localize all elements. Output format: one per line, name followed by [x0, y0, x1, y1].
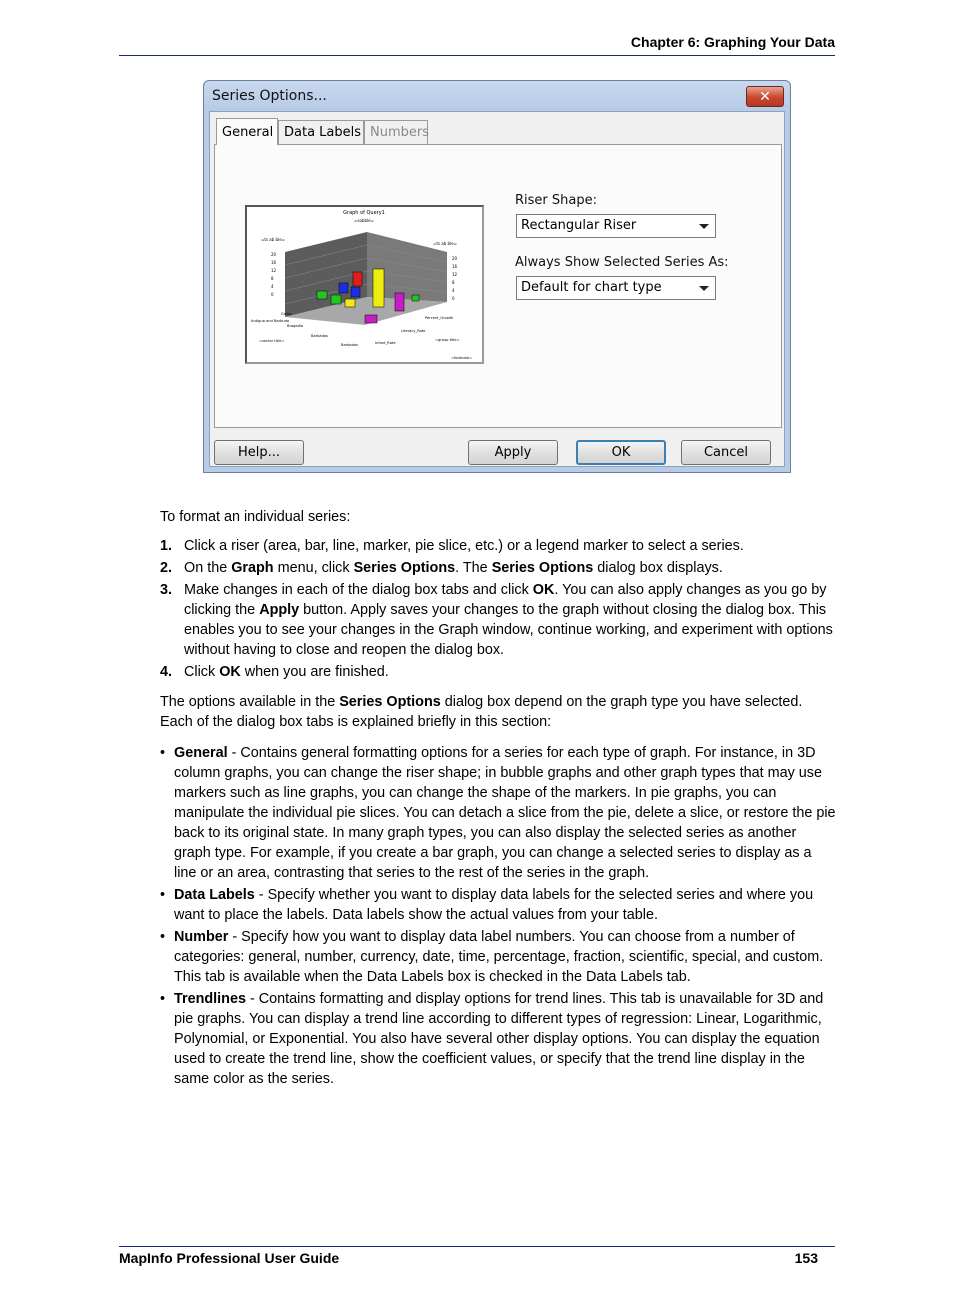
preview-left-tick: 20: [271, 252, 277, 257]
bullet-text: - Specify whether you want to display data labels for the selected series and where you want to place the labels. Data labels show the actual values from your table.: [174, 887, 814, 923]
preview-riser: [373, 269, 384, 307]
preview-riser: [351, 287, 360, 297]
preview-series-label: Percent_Growth: [425, 316, 454, 320]
step-item: [160, 580, 836, 660]
step-item: [160, 558, 836, 578]
bullet-icon: •: [160, 887, 166, 903]
preview-series-label: Literacy_Rate: [401, 329, 426, 333]
footer-guide-title: MapInfo Professional User Guide: [119, 1250, 340, 1266]
preview-category-label: Barbados: [311, 334, 328, 338]
preview-riser: [345, 299, 355, 307]
preview-category-label: Barbados: [341, 343, 358, 347]
footer-rule: [119, 1246, 835, 1247]
tab-numbers[interactable]: Numbers: [364, 120, 428, 144]
preview-riser: [353, 272, 362, 286]
bullet-icon: •: [160, 929, 166, 945]
bullet-item: [160, 989, 836, 1089]
tab-descriptions-list: [160, 743, 836, 1091]
graph-preview: [245, 205, 484, 364]
riser-shape-select[interactable]: [516, 214, 716, 238]
bullet-item: [160, 885, 836, 925]
preview-riser: [339, 283, 348, 293]
text-run: button. Apply saves your changes to the graph without closing the dialog box. This enables you to see your changes in the Graph window, continue working, and experiment with options without having to close and reopen the dialog box.: [184, 602, 833, 658]
bullet-text: - Contains general formatting options for a series for each type of graph. For instance, in 3D column graphs, you can change the riser shape; in bubble graphs and other graph types that may use markers such as line graphs, you can change the shape of the markers. In pie graphs, you can manipulate the individual pie slices. You can detach a slice from the pie, delete a slice, or restore the pie back to its original state. In many graph types, you can also display the selected series as another graph type. For example, if you create a bar graph, you can change a selected series to display as a line or an area, contrasting that series to the rest of the series in the graph.: [174, 745, 836, 881]
preview-right-tick: 12: [452, 272, 458, 277]
preview-category-label: Bragadla: [287, 324, 304, 328]
bullet-term: Data Labels: [174, 887, 255, 903]
preview-left-tick: 8: [271, 276, 274, 281]
tab-data-labels[interactable]: Data Labels: [278, 120, 364, 144]
preview-legend-top: =sobble=: [354, 218, 374, 223]
options-paragraph: [160, 692, 836, 732]
preview-right-tick: 4: [452, 288, 455, 293]
preview-sector-title: =sector title=: [259, 339, 285, 343]
general-tab-panel: [214, 144, 782, 428]
show-as-value: Default for chart type: [521, 280, 662, 295]
preview-footnote: =footnote=: [451, 356, 473, 360]
bullet-term: Trendlines: [174, 991, 246, 1007]
bold-term: Series Options: [491, 560, 594, 576]
bold-term: OK: [532, 582, 555, 598]
steps-list: [160, 536, 836, 684]
text-run: Click: [184, 664, 220, 680]
preview-title: Graph of Query1: [343, 210, 385, 216]
text-run: Make changes in each of the dialog box tabs and click: [184, 582, 533, 598]
step-number: 2.: [160, 560, 173, 576]
chevron-down-icon: [699, 286, 709, 291]
page-number: 153: [794, 1250, 818, 1266]
ok-button[interactable]: OK: [576, 440, 666, 465]
bold-term: Graph: [231, 560, 274, 576]
preview-right-tick: 20: [452, 256, 458, 261]
bold-term: Series Options: [339, 694, 441, 710]
bullet-term: General: [174, 745, 228, 761]
preview-right-tick: 0: [452, 296, 455, 301]
bullet-item: [160, 927, 836, 987]
chapter-header: Chapter 6: Graphing Your Data: [630, 34, 835, 50]
preview-left-axis-title: =ts ab ble=: [261, 237, 285, 242]
series-options-dialog: [203, 80, 791, 473]
bullet-icon: •: [160, 745, 166, 761]
step-item: [160, 662, 836, 682]
bullet-item: [160, 743, 836, 883]
preview-right-axis-title: =ts ab ble=: [433, 241, 457, 246]
dialog-client-area: [209, 111, 785, 467]
bullet-icon: •: [160, 991, 166, 1007]
preview-riser: [365, 315, 377, 323]
preview-riser: [395, 293, 404, 311]
bold-term: Series Options: [353, 560, 456, 576]
step-item: [160, 536, 836, 556]
chevron-down-icon: [699, 224, 709, 229]
preview-category-label: Grebs: [281, 312, 292, 316]
cancel-button[interactable]: Cancel: [681, 440, 771, 465]
bold-term: Apply: [259, 602, 300, 618]
show-as-select[interactable]: [516, 276, 716, 300]
preview-category-label: Antigua and Barbuda: [251, 319, 290, 323]
help-button[interactable]: Help...: [214, 440, 304, 465]
preview-left-tick: 0: [271, 292, 274, 297]
preview-series-label: Infant_Rate: [375, 341, 396, 345]
bullet-term: Number: [174, 929, 229, 945]
text-run: On the: [184, 560, 232, 576]
text-run: Click a riser (area, bar, line, marker, pie slice, etc.) or a legend marker to select a series.: [184, 538, 744, 554]
header-rule: [119, 55, 835, 56]
bullet-text: - Specify how you want to display data label numbers. You can choose from a number of categories: general, number, currency, date, time, percentage, fraction, scientific, special, and custom. This tab is available when the Data Labels box is checked in the Data Labels tab.: [174, 929, 824, 985]
apply-button[interactable]: Apply: [468, 440, 558, 465]
preview-left-tick: 12: [271, 268, 277, 273]
text-run: The options available in the: [160, 694, 340, 710]
riser-shape-label: Riser Shape:: [515, 193, 597, 208]
text-run: . You can also apply changes as you go by clicking the: [184, 582, 827, 618]
step-number: 1.: [160, 538, 173, 554]
text-run: menu, click: [273, 560, 354, 576]
intro-text: To format an individual series:: [160, 509, 351, 525]
preview-right-tick: 16: [452, 264, 458, 269]
preview-riser: [412, 295, 419, 301]
bullet-text: - Contains formatting and display options for trend lines. This tab is unavailable for 3D and pie graphs. You can display a trend line according to different types of regression: Linear, Logarithmic, Polynomial, or Exponential. You also have several other display options. You can display the equation used to create the trend line, show the coefficient values, or specify that the trend line display in the same color as the series.: [174, 991, 824, 1087]
show-as-label: Always Show Selected Series As:: [515, 255, 729, 270]
preview-left-tick: 4: [271, 284, 274, 289]
preview-riser: [331, 295, 341, 304]
step-number: 3.: [160, 582, 173, 598]
tab-general[interactable]: General: [216, 118, 278, 145]
close-icon[interactable]: ✕: [746, 86, 784, 107]
preview-left-tick: 16: [271, 260, 277, 265]
bold-term: OK: [219, 664, 241, 680]
text-run: . The: [455, 560, 492, 576]
graph-preview-chart: [247, 207, 482, 362]
preview-riser: [317, 291, 327, 299]
riser-shape-value: Rectangular Riser: [521, 218, 637, 233]
preview-group-title: =group title=: [435, 338, 460, 342]
text-run: dialog box depend on the graph type you have selected. Each of the dialog box tabs is explained briefly in this section:: [160, 694, 803, 730]
step-number: 4.: [160, 664, 173, 680]
text-run: when you are finished.: [240, 664, 389, 680]
dialog-titlebar[interactable]: [204, 81, 790, 111]
preview-right-tick: 8: [452, 280, 455, 285]
dialog-title: Series Options...: [212, 88, 327, 104]
text-run: dialog box displays.: [593, 560, 723, 576]
